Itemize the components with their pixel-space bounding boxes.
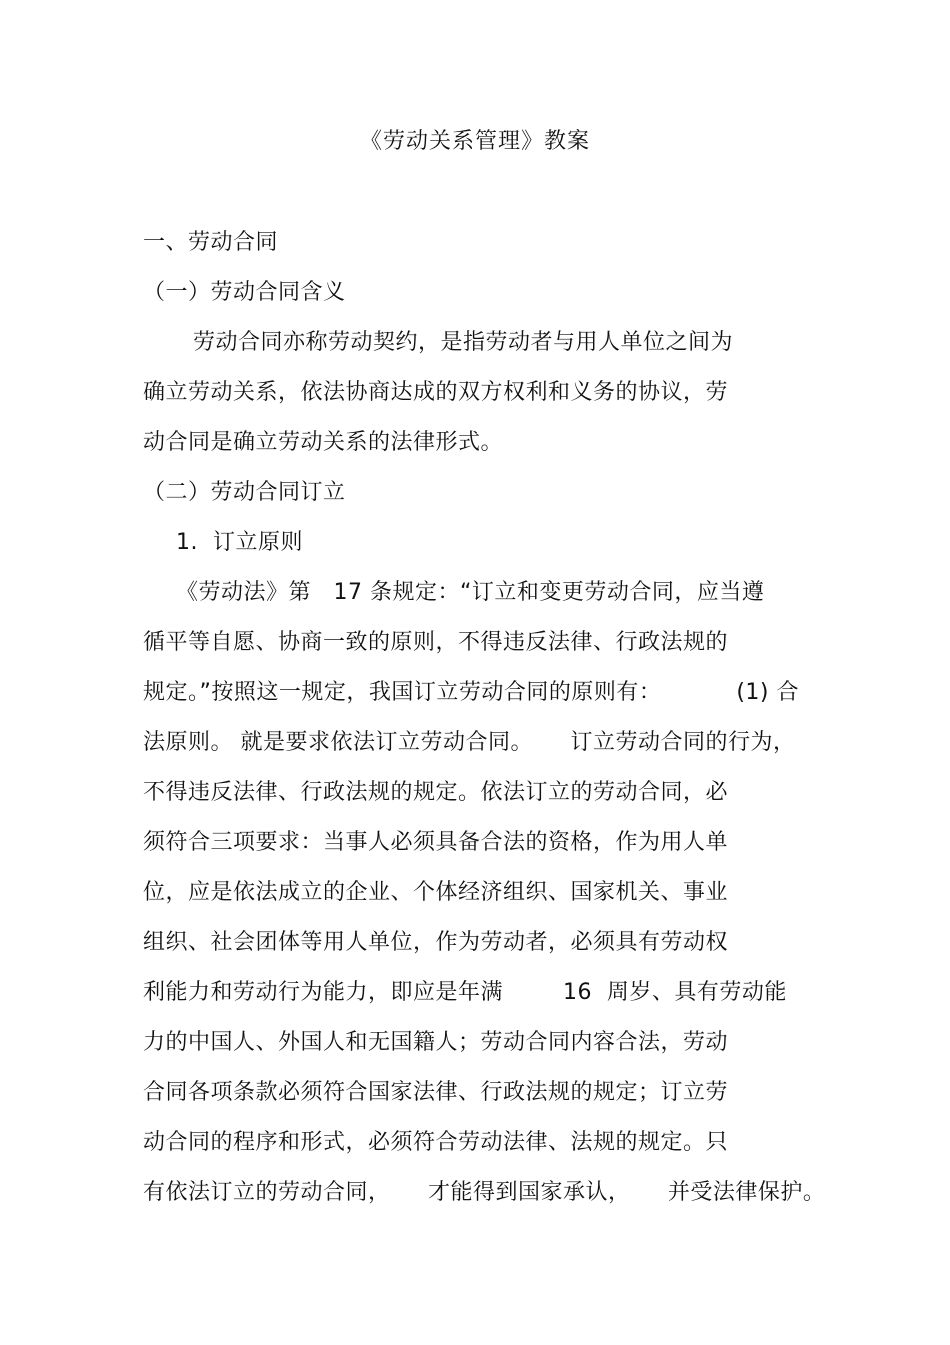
numbered-item-heading: 1. 订立原则 [176, 530, 303, 555]
paragraph-line: 位，应是依法成立的企业、个体经济组织、国家机关、事业 [143, 880, 729, 905]
paragraph-line: 合同各项条款必须符合国家法律、行政法规的规定；订立劳 [143, 1080, 729, 1105]
paragraph-line: 确立劳动关系，依法协商达成的双方权利和义务的协议，劳 [143, 380, 729, 405]
paragraph-line: 循平等自愿、协商一致的原则，不得违反法律、行政法规的 [143, 630, 729, 655]
subsection-heading: （二）劳动合同订立 [143, 480, 346, 505]
paragraph-line: 劳动合同亦称劳动契约，是指劳动者与用人单位之间为 [193, 330, 734, 355]
document-title: 《劳动关系管理》教案 [359, 129, 590, 154]
paragraph-line: 有依法订立的劳动合同， 才能得到国家承认， 并受法律保护。 [143, 1180, 826, 1205]
paragraph-line: 利能力和劳动行为能力，即应是年满 16 周岁、具有劳动能 [143, 980, 787, 1005]
section-heading: 一、劳动合同 [143, 230, 279, 255]
paragraph-line: 力的中国人、外国人和无国籍人；劳动合同内容合法，劳动 [143, 1030, 729, 1055]
paragraph-line: 动合同是确立劳动关系的法律形式。 [143, 430, 504, 455]
paragraph-line: 须符合三项要求：当事人必须具备合法的资格，作为用人单 [143, 830, 729, 855]
paragraph-line: 不得违反法律、行政法规的规定。依法订立的劳动合同，必 [143, 780, 729, 805]
paragraph-line: 《劳动法》第 17 条规定：“订立和变更劳动合同，应当遵 [176, 580, 765, 605]
subsection-heading: （一）劳动合同含义 [143, 280, 346, 305]
paragraph-line: 组织、社会团体等用人单位，作为劳动者，必须具有劳动权 [143, 930, 729, 955]
paragraph-line: 规定。”按照这一规定，我国订立劳动合同的原则有： (1) 合 [143, 680, 799, 705]
paragraph-line: 动合同的程序和形式，必须符合劳动法律、法规的规定。只 [143, 1130, 729, 1155]
paragraph-line: 法原则。 就是要求依法订立劳动合同。 订立劳动合同的行为， [143, 730, 796, 755]
